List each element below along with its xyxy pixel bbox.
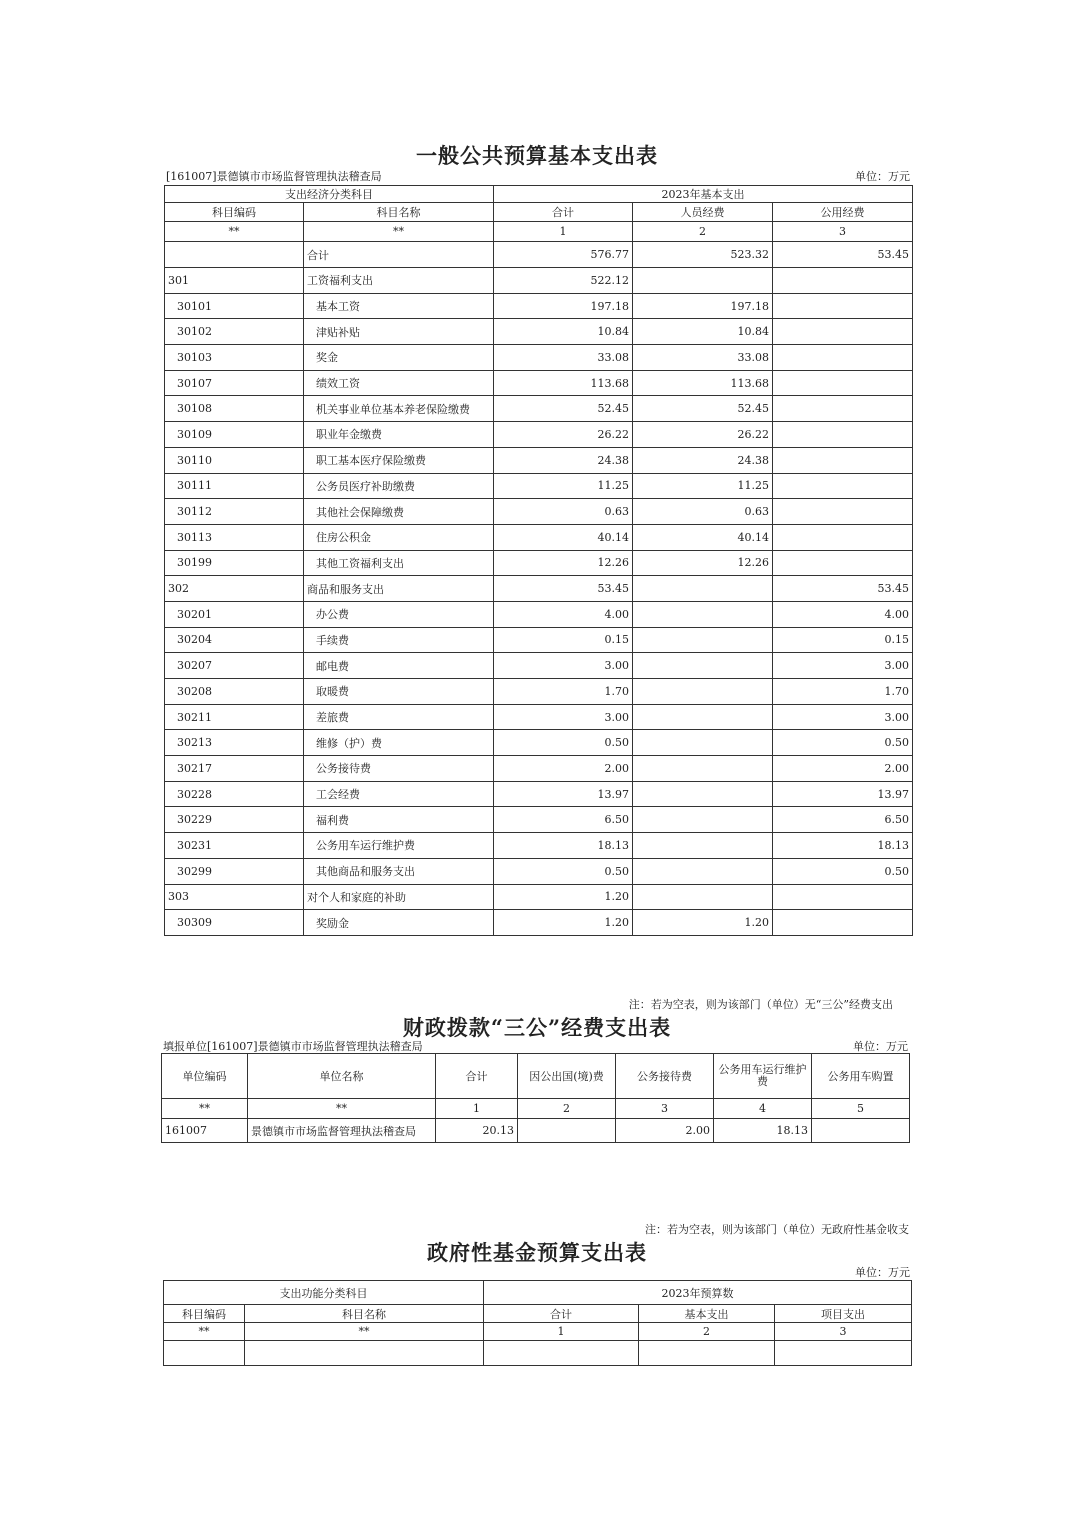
cell-public: 18.13 [773,833,913,859]
cell-personnel: 113.68 [633,370,773,396]
table-row [165,524,913,550]
table-row [165,268,913,294]
cell-name: 工资福利支出 [304,268,494,294]
table-row [165,679,913,705]
cell-unit-code: 161007 [162,1119,248,1143]
table-row [165,756,913,782]
cell-personnel [633,576,773,602]
cell-code: 30211 [165,704,304,730]
cell-public: 53.45 [773,576,913,602]
cell-name: 职业年金缴费 [304,422,494,448]
cell-total: 26.22 [494,422,633,448]
idx-cell: 1 [484,1323,639,1341]
gov-fund-budget-table [163,1280,912,1366]
col-header-name: 科目名称 [304,203,494,222]
cell-personnel [633,704,773,730]
col-header-personnel: 人员经费 [633,203,773,222]
cell-personnel [633,858,773,884]
cell-personnel [633,756,773,782]
col-header-unit-name: 单位名称 [248,1054,436,1099]
cell-name: 住房公积金 [304,524,494,550]
cell-name: 其他社会保障缴费 [304,499,494,525]
cell-public [773,319,913,345]
idx-cell: 3 [775,1323,912,1341]
col-header-total: 合计 [494,203,633,222]
cell-public: 0.15 [773,627,913,653]
cell-code: 30108 [165,396,304,422]
cell-total: 3.00 [494,704,633,730]
header-group-2023-budget: 2023年预算数 [484,1281,912,1305]
idx-cell: ** [165,222,304,242]
idx-cell: 2 [639,1323,775,1341]
empty-row [164,1341,912,1366]
table-row [165,910,913,936]
idx-cell: 3 [773,222,913,242]
empty-cell [484,1341,639,1366]
cell-total: 10.84 [494,319,633,345]
cell-vehicle-purchase [812,1119,910,1143]
cell-public: 3.00 [773,653,913,679]
header-group-economic: 支出经济分类科目 [165,186,494,203]
table-row [165,781,913,807]
cell-code: 30103 [165,345,304,371]
cell-code [165,242,304,268]
cell-personnel [633,884,773,910]
table3-note: 注：若为空表，则为该部门（单位）无政府性基金收支 [645,1223,909,1236]
cell-code: 30111 [165,473,304,499]
cell-code: 303 [165,884,304,910]
cell-public: 53.45 [773,242,913,268]
col-header-name: 科目名称 [245,1305,484,1323]
cell-code: 30299 [165,858,304,884]
cell-total: 6.50 [494,807,633,833]
idx-cell: ** [248,1099,436,1119]
cell-personnel: 40.14 [633,524,773,550]
cell-total: 0.15 [494,627,633,653]
cell-total: 1.70 [494,679,633,705]
cell-public [773,910,913,936]
cell-code: 30217 [165,756,304,782]
cell-name: 公务员医疗补助缴费 [304,473,494,499]
cell-public [773,268,913,294]
cell-personnel [633,653,773,679]
table-row [165,447,913,473]
cell-total: 113.68 [494,370,633,396]
cell-personnel: 523.32 [633,242,773,268]
cell-total: 1.20 [494,910,633,936]
col-header-public: 公用经费 [773,203,913,222]
idx-cell: 1 [494,222,633,242]
cell-personnel [633,601,773,627]
cell-code: 30199 [165,550,304,576]
cell-name: 公务接待费 [304,756,494,782]
cell-total: 52.45 [494,396,633,422]
cell-public [773,396,913,422]
table-row [165,345,913,371]
table-row [165,319,913,345]
cell-name: 差旅费 [304,704,494,730]
cell-code: 30113 [165,524,304,550]
cell-personnel: 52.45 [633,396,773,422]
empty-cell [775,1341,912,1366]
table-row [165,550,913,576]
cell-personnel: 24.38 [633,447,773,473]
table-row [165,293,913,319]
idx-cell: 5 [812,1099,910,1119]
cell-code: 30107 [165,370,304,396]
col-header-overseas: 因公出国(境)费 [518,1054,616,1099]
table-row [165,473,913,499]
cell-name: 基本工资 [304,293,494,319]
idx-cell: 4 [714,1099,812,1119]
cell-public: 0.50 [773,858,913,884]
cell-total: 576.77 [494,242,633,268]
col-header-total: 合计 [436,1054,518,1099]
cell-public [773,884,913,910]
cell-code: 30101 [165,293,304,319]
cell-code: 30109 [165,422,304,448]
cell-total: 197.18 [494,293,633,319]
col-header-code: 科目编码 [165,203,304,222]
cell-total: 2.00 [494,756,633,782]
idx-cell: 2 [518,1099,616,1119]
cell-name: 工会经费 [304,781,494,807]
table-row [165,833,913,859]
three-public-expenses-table [161,1053,910,1143]
table-row [165,370,913,396]
cell-total: 13.97 [494,781,633,807]
table-row [165,807,913,833]
cell-total: 3.00 [494,653,633,679]
cell-public: 4.00 [773,601,913,627]
cell-code: 30207 [165,653,304,679]
cell-personnel: 12.26 [633,550,773,576]
cell-total: 0.50 [494,858,633,884]
table-row [165,730,913,756]
cell-public [773,499,913,525]
cell-public: 1.70 [773,679,913,705]
cell-personnel [633,679,773,705]
cell-name: 维修（护）费 [304,730,494,756]
cell-name: 其他工资福利支出 [304,550,494,576]
cell-code: 30208 [165,679,304,705]
cell-unit-name: 景德镇市市场监督管理执法稽查局 [248,1119,436,1143]
idx-cell: ** [164,1323,245,1341]
cell-total: 11.25 [494,473,633,499]
table3-title: 政府性基金预算支出表 [427,1240,647,1265]
cell-personnel [633,730,773,756]
cell-total: 18.13 [494,833,633,859]
col-header-basic: 基本支出 [639,1305,775,1323]
cell-personnel [633,268,773,294]
col-header-unit-code: 单位编码 [162,1054,248,1099]
cell-public [773,422,913,448]
idx-cell: ** [245,1323,484,1341]
col-header-reception: 公务接待费 [616,1054,714,1099]
cell-personnel: 0.63 [633,499,773,525]
table-row [165,601,913,627]
cell-reception: 2.00 [616,1119,714,1143]
table1-title: 一般公共预算基本支出表 [416,143,658,168]
table-row [162,1119,910,1143]
cell-personnel: 26.22 [633,422,773,448]
cell-total: 24.38 [494,447,633,473]
cell-code: 30229 [165,807,304,833]
table2-unit-org: 填报单位[161007]景德镇市市场监督管理执法稽查局 [163,1040,423,1053]
cell-code: 30110 [165,447,304,473]
table2-title: 财政拨款“三公”经费支出表 [402,1015,672,1040]
cell-name: 福利费 [304,807,494,833]
cell-code: 302 [165,576,304,602]
table1-unit: 单位：万元 [855,170,910,183]
cell-personnel: 11.25 [633,473,773,499]
cell-public [773,370,913,396]
cell-public [773,473,913,499]
cell-total: 33.08 [494,345,633,371]
table-row [165,704,913,730]
cell-public [773,293,913,319]
table-row [165,858,913,884]
idx-cell: ** [304,222,494,242]
cell-code: 30204 [165,627,304,653]
header-group-2023-basic: 2023年基本支出 [494,186,913,203]
cell-personnel: 1.20 [633,910,773,936]
cell-total: 1.20 [494,884,633,910]
cell-personnel: 10.84 [633,319,773,345]
cell-public [773,524,913,550]
cell-total: 4.00 [494,601,633,627]
table3-unit: 单位：万元 [855,1266,910,1279]
cell-total: 40.14 [494,524,633,550]
cell-name: 公务用车运行维护费 [304,833,494,859]
col-header-total: 合计 [484,1305,639,1323]
cell-total: 53.45 [494,576,633,602]
cell-name: 其他商品和服务支出 [304,858,494,884]
cell-personnel [633,781,773,807]
cell-total: 522.12 [494,268,633,294]
cell-name: 对个人和家庭的补助 [304,884,494,910]
cell-total: 0.63 [494,499,633,525]
cell-total: 20.13 [436,1119,518,1143]
cell-name: 奖励金 [304,910,494,936]
cell-personnel: 197.18 [633,293,773,319]
cell-personnel [633,833,773,859]
table-row [165,242,913,268]
cell-total: 0.50 [494,730,633,756]
table-row [165,499,913,525]
table-row [165,396,913,422]
cell-public: 6.50 [773,807,913,833]
table-row [165,627,913,653]
cell-code: 30213 [165,730,304,756]
cell-name: 机关事业单位基本养老保险缴费 [304,396,494,422]
cell-public: 0.50 [773,730,913,756]
cell-code: 30112 [165,499,304,525]
cell-personnel [633,627,773,653]
idx-cell: 2 [633,222,773,242]
table1-unit-org: [161007]景德镇市市场监督管理执法稽查局 [166,170,382,183]
cell-public [773,550,913,576]
cell-name: 办公费 [304,601,494,627]
table2-unit: 单位：万元 [853,1040,908,1053]
cell-total: 12.26 [494,550,633,576]
cell-public [773,345,913,371]
table-row [165,884,913,910]
table2-note: 注：若为空表，则为该部门（单位）无“三公”经费支出 [628,998,893,1011]
cell-name: 绩效工资 [304,370,494,396]
cell-code: 30309 [165,910,304,936]
table-row [165,422,913,448]
col-header-vehicle-purchase: 公务用车购置 [812,1054,910,1099]
cell-name: 邮电费 [304,653,494,679]
cell-vehicle-maintenance: 18.13 [714,1119,812,1143]
cell-public: 13.97 [773,781,913,807]
cell-overseas [518,1119,616,1143]
empty-cell [639,1341,775,1366]
cell-public [773,447,913,473]
empty-cell [164,1341,245,1366]
col-header-code: 科目编码 [164,1305,245,1323]
cell-code: 30201 [165,601,304,627]
cell-public: 2.00 [773,756,913,782]
table-row [165,576,913,602]
cell-name: 职工基本医疗保险缴费 [304,447,494,473]
cell-name: 津贴补贴 [304,319,494,345]
cell-code: 30231 [165,833,304,859]
empty-cell [245,1341,484,1366]
cell-code: 30228 [165,781,304,807]
cell-name: 合计 [304,242,494,268]
budget-basic-expenditure-table [164,185,913,936]
col-header-project: 项目支出 [775,1305,912,1323]
table-row [165,653,913,679]
cell-name: 奖金 [304,345,494,371]
cell-personnel [633,807,773,833]
col-header-vehicle-maintenance: 公务用车运行维护费 [714,1054,812,1099]
cell-name: 手续费 [304,627,494,653]
cell-name: 商品和服务支出 [304,576,494,602]
cell-code: 301 [165,268,304,294]
idx-cell: ** [162,1099,248,1119]
cell-code: 30102 [165,319,304,345]
idx-cell: 1 [436,1099,518,1119]
cell-public: 3.00 [773,704,913,730]
cell-personnel: 33.08 [633,345,773,371]
idx-cell: 3 [616,1099,714,1119]
header-group-functional: 支出功能分类科目 [164,1281,484,1305]
cell-name: 取暖费 [304,679,494,705]
